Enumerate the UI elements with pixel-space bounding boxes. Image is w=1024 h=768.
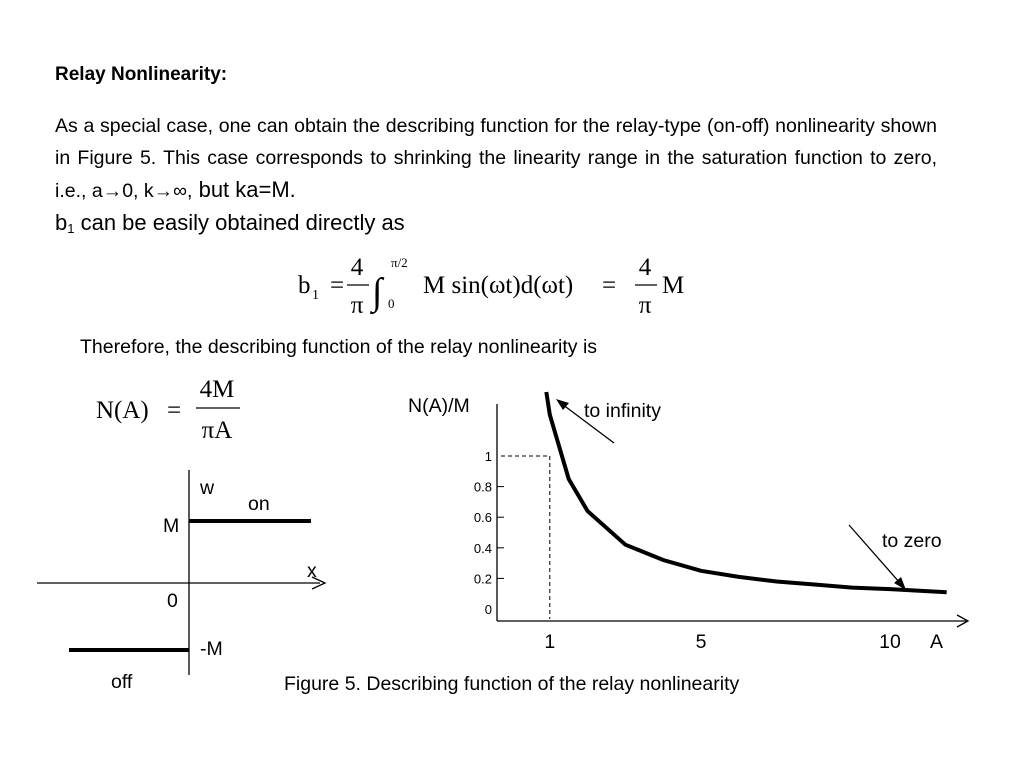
paragraph-text-4: but ka=M. xyxy=(192,177,296,202)
y-tick-label: 0.8 xyxy=(473,479,492,495)
y-ticks xyxy=(474,449,504,617)
note-to-infinity: to infinity xyxy=(584,400,661,422)
svg-text:N(A): N(A) xyxy=(96,397,149,424)
svg-text:4: 4 xyxy=(638,254,652,281)
on-label: on xyxy=(248,493,270,515)
svg-text:b: b xyxy=(298,272,311,299)
svg-text:π/2: π/2 xyxy=(391,255,408,270)
section-heading: Relay Nonlinearity: xyxy=(55,64,228,85)
right-arrow-icon: → xyxy=(102,180,123,202)
svg-text:π: π xyxy=(350,292,364,319)
paragraph-text-5: can be easily obtained directly as xyxy=(74,210,405,235)
svg-text:π: π xyxy=(638,292,652,319)
off-label: off xyxy=(111,671,133,693)
y-tick-label: 0 xyxy=(484,602,492,617)
figure-caption: Figure 5. Describing function of the relay nonlinearity xyxy=(284,673,740,695)
b1-symbol: $b_1$ xyxy=(55,210,75,236)
x-tick-label: 10 xyxy=(879,631,901,653)
y-tick-label: 1 xyxy=(484,449,492,464)
paragraph-text-3: ∞, xyxy=(173,180,193,202)
therefore-text: Therefore, the describing function of the relay nonlinearity is xyxy=(80,336,598,358)
svg-text:0: 0 xyxy=(388,296,395,311)
w-label: w xyxy=(200,477,215,499)
svg-text:M: M xyxy=(662,272,685,299)
plot-xlabel: A xyxy=(930,631,944,653)
integral-icon: ∫ xyxy=(372,271,383,313)
x-label: x xyxy=(307,560,317,582)
svg-text:=: = xyxy=(602,272,617,299)
svg-text:4: 4 xyxy=(350,254,364,281)
paragraph-text-1: As a special case, one can obtain the describing function for the relay-type (on-off) nonlinearity shown in Figure 5. This case corresponds to shrinking the linearity range in the saturation function to zero, i.e., a xyxy=(55,115,937,202)
m-label: M xyxy=(163,515,180,537)
svg-text:4M: 4M xyxy=(199,376,235,403)
svg-text:πA: πA xyxy=(201,417,233,444)
svg-text:=: = xyxy=(330,272,345,299)
svg-text:=: = xyxy=(167,397,182,424)
y-tick-label: 0.4 xyxy=(473,540,492,556)
x-tick-label: 5 xyxy=(695,631,707,653)
svg-text:1: 1 xyxy=(312,288,319,303)
series-line xyxy=(546,392,946,592)
paragraph-text-2: 0, k xyxy=(122,180,154,202)
x-ticks xyxy=(544,631,901,653)
y-tick-label: 0.6 xyxy=(473,510,492,526)
svg-text:M sin(ωt)d(ωt): M sin(ωt)d(ωt) xyxy=(423,272,574,299)
y-tick-label: 0.2 xyxy=(473,571,492,587)
neg-m-label: -M xyxy=(200,638,223,660)
x-tick-label: 1 xyxy=(544,631,556,653)
zero-label: 0 xyxy=(167,590,178,612)
plot-ylabel: N(A)/M xyxy=(408,395,470,417)
right-arrow-icon: → xyxy=(153,180,174,202)
note-to-zero: to zero xyxy=(882,530,942,552)
